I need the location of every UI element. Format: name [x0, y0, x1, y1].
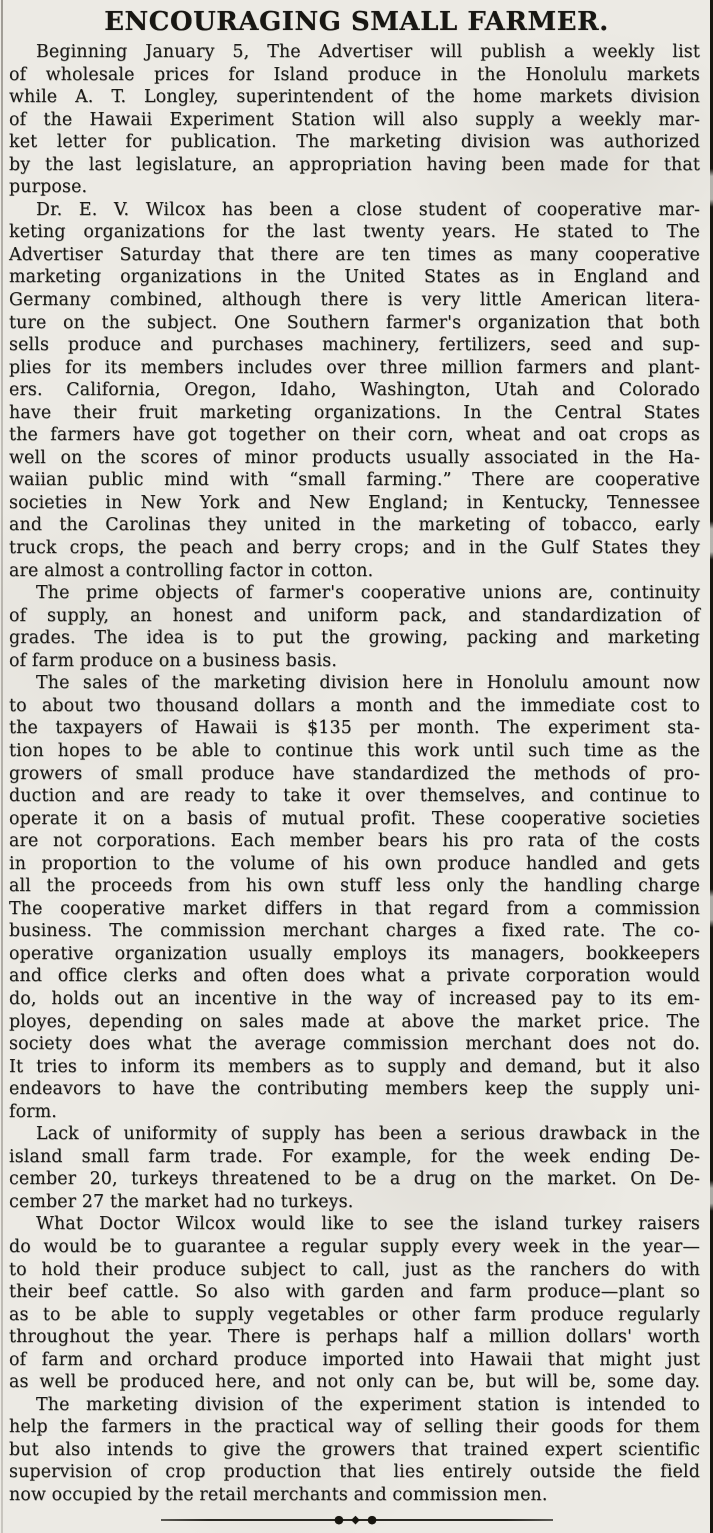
text-line: of farm produce on a business basis.	[9, 650, 338, 671]
text-line: have their fruit marketing organizations. In the Central States	[9, 402, 700, 423]
text-line: well on the scores of minor products usually associated in the Ha-	[9, 447, 700, 468]
text-line: Advertiser Saturday that there are ten times as many cooperative	[9, 244, 700, 265]
text-line: all the proceeds from his own stuff less only the handling charge	[9, 876, 700, 897]
paragraph	[9, 582, 700, 672]
text-line: societies in New York and New England; in Kentucky, Tennessee	[9, 492, 700, 513]
text-line: The marketing division of the experiment station is intended to	[36, 1394, 700, 1415]
text-line: do, holds out an incentive in the way of increased pay to its em-	[9, 988, 700, 1009]
text-line: their beef cattle. So also with garden and farm produce—plant so	[9, 1282, 700, 1303]
text-line: ket letter for publication. The marketing division was authorized	[9, 132, 700, 153]
text-line: plies for its members includes over three million farmers and plant-	[9, 357, 700, 378]
text-line: help the farmers in the practical way of selling their goods for them	[9, 1417, 700, 1438]
text-line: to about two thousand dollars a month and the immediate cost to	[9, 695, 700, 716]
text-line: sells produce and purchases machinery, fertilizers, seed and sup-	[9, 335, 700, 356]
text-line: the farmers have got together on their corn, wheat and oat crops as	[9, 425, 700, 446]
text-line: duction and are ready to take it over themselves, and continue to	[9, 786, 700, 807]
article-body	[0, 38, 713, 1507]
text-line: growers of small produce have standardized the methods of pro-	[9, 763, 700, 784]
paragraph	[9, 672, 700, 1123]
paragraph	[9, 199, 700, 582]
text-line: and office clerks and often does what a private corporation would	[9, 966, 700, 987]
text-line: by the last legislature, an appropriation having been made for that	[9, 154, 700, 175]
text-line: of the Hawaii Experiment Station will also supply a weekly mar-	[9, 109, 700, 130]
text-line: It tries to inform its members as to supply and demand, but it also	[9, 1056, 700, 1077]
text-line: cember 20, turkeys threatened to be a drug on the market. On De-	[9, 1169, 700, 1190]
text-line: but also intends to give the growers that trained expert scientific	[9, 1439, 700, 1460]
text-line: Beginning January 5, The Advertiser will publish a weekly list	[36, 42, 700, 62]
text-line: do would be to guarantee a regular supply every week in the year—	[9, 1236, 700, 1257]
text-line: keting organizations for the last twenty years. He stated to The	[9, 222, 700, 243]
text-line: of farm and orchard produce imported into Hawaii that might just	[9, 1349, 700, 1370]
text-line: operative organization usually employs its managers, bookkeepers	[9, 943, 700, 964]
text-line: as well be produced here, and not only can be, but will be, some day.	[9, 1372, 700, 1393]
paragraph	[9, 1394, 700, 1507]
text-line: ployes, depending on sales made at above the market price. The	[9, 1011, 700, 1032]
text-line: operate it on a basis of mutual profit. These cooperative societies	[9, 808, 700, 829]
text-line: What Doctor Wilcox would like to see the island turkey raisers	[36, 1214, 700, 1235]
text-line: cember 27 the market had no turkeys.	[9, 1191, 354, 1212]
text-line: business. The commission merchant charges a fixed rate. The co-	[9, 921, 700, 942]
paragraph	[9, 41, 700, 199]
text-line: marketing organizations in the United States as in England and	[9, 267, 700, 288]
headline: ENCOURAGING SMALL FARMER.	[104, 7, 609, 37]
left-column-rule	[1, 0, 3, 1533]
paragraph	[9, 1213, 700, 1393]
text-line: Dr. E. V. Wilcox has been a close student of cooperative mar-	[36, 199, 700, 220]
end-divider	[161, 1513, 553, 1527]
paragraph	[9, 1123, 700, 1213]
text-line: island small farm trade. For example, for the week ending De-	[9, 1146, 700, 1167]
text-line: The prime objects of farmer's cooperative unions are, continuity	[36, 583, 700, 604]
text-line: of wholesale prices for Island produce in the Honolulu markets	[9, 64, 700, 85]
text-line: are not corporations. Each member bears his pro rata of the costs	[9, 831, 700, 852]
text-line: of supply, an honest and uniform pack, and standardization of	[9, 605, 700, 626]
text-line: the taxpayers of Hawaii is $135 per month. The experiment sta-	[9, 718, 700, 739]
text-line: while A. T. Longley, superintendent of the home markets division	[9, 87, 700, 108]
text-line: now occupied by the retail merchants and commission men.	[9, 1485, 548, 1505]
text-line: ture on the subject. One Southern farmer's organization that both	[9, 312, 700, 333]
divider-ornament-icon: ● ◆ ●	[334, 1512, 379, 1526]
text-line: as to be able to supply vegetables or other farm produce regularly	[9, 1304, 700, 1325]
text-line: Lack of uniformity of supply has been a serious drawback in the	[36, 1124, 700, 1145]
text-line: endeavors to have the contributing members keep the supply uni-	[9, 1079, 700, 1100]
text-line: to hold their produce subject to call, just as the ranchers do with	[9, 1259, 700, 1280]
text-line: throughout the year. There is perhaps half a million dollars' worth	[9, 1327, 700, 1348]
text-line: society does what the average commission merchant does not do.	[9, 1034, 700, 1055]
text-line: in proportion to the volume of his own produce handled and gets	[9, 853, 700, 874]
text-line: and the Carolinas they united in the marketing of tobacco, early	[9, 515, 700, 536]
text-line: are almost a controlling factor in cotton.	[9, 560, 374, 581]
text-line: The cooperative market differs in that regard from a commission	[9, 898, 700, 919]
text-line: The sales of the marketing division here in Honolulu amount now	[36, 673, 700, 694]
text-line: purpose.	[9, 177, 88, 198]
text-line: Germany combined, although there is very little American litera-	[9, 290, 700, 311]
text-line: grades. The idea is to put the growing, packing and marketing	[9, 628, 700, 649]
text-line: waiian public mind with “small farming.” There are cooperative	[9, 470, 700, 491]
text-line: supervision of crop production that lies entirely outside the field	[9, 1462, 700, 1483]
text-line: form.	[9, 1101, 57, 1122]
text-line: tion hopes to be able to continue this work until such time as the	[9, 740, 700, 761]
text-line: truck crops, the peach and berry crops; and in the Gulf States they	[9, 538, 700, 559]
text-line: ers. California, Oregon, Idaho, Washington, Utah and Colorado	[9, 380, 700, 401]
